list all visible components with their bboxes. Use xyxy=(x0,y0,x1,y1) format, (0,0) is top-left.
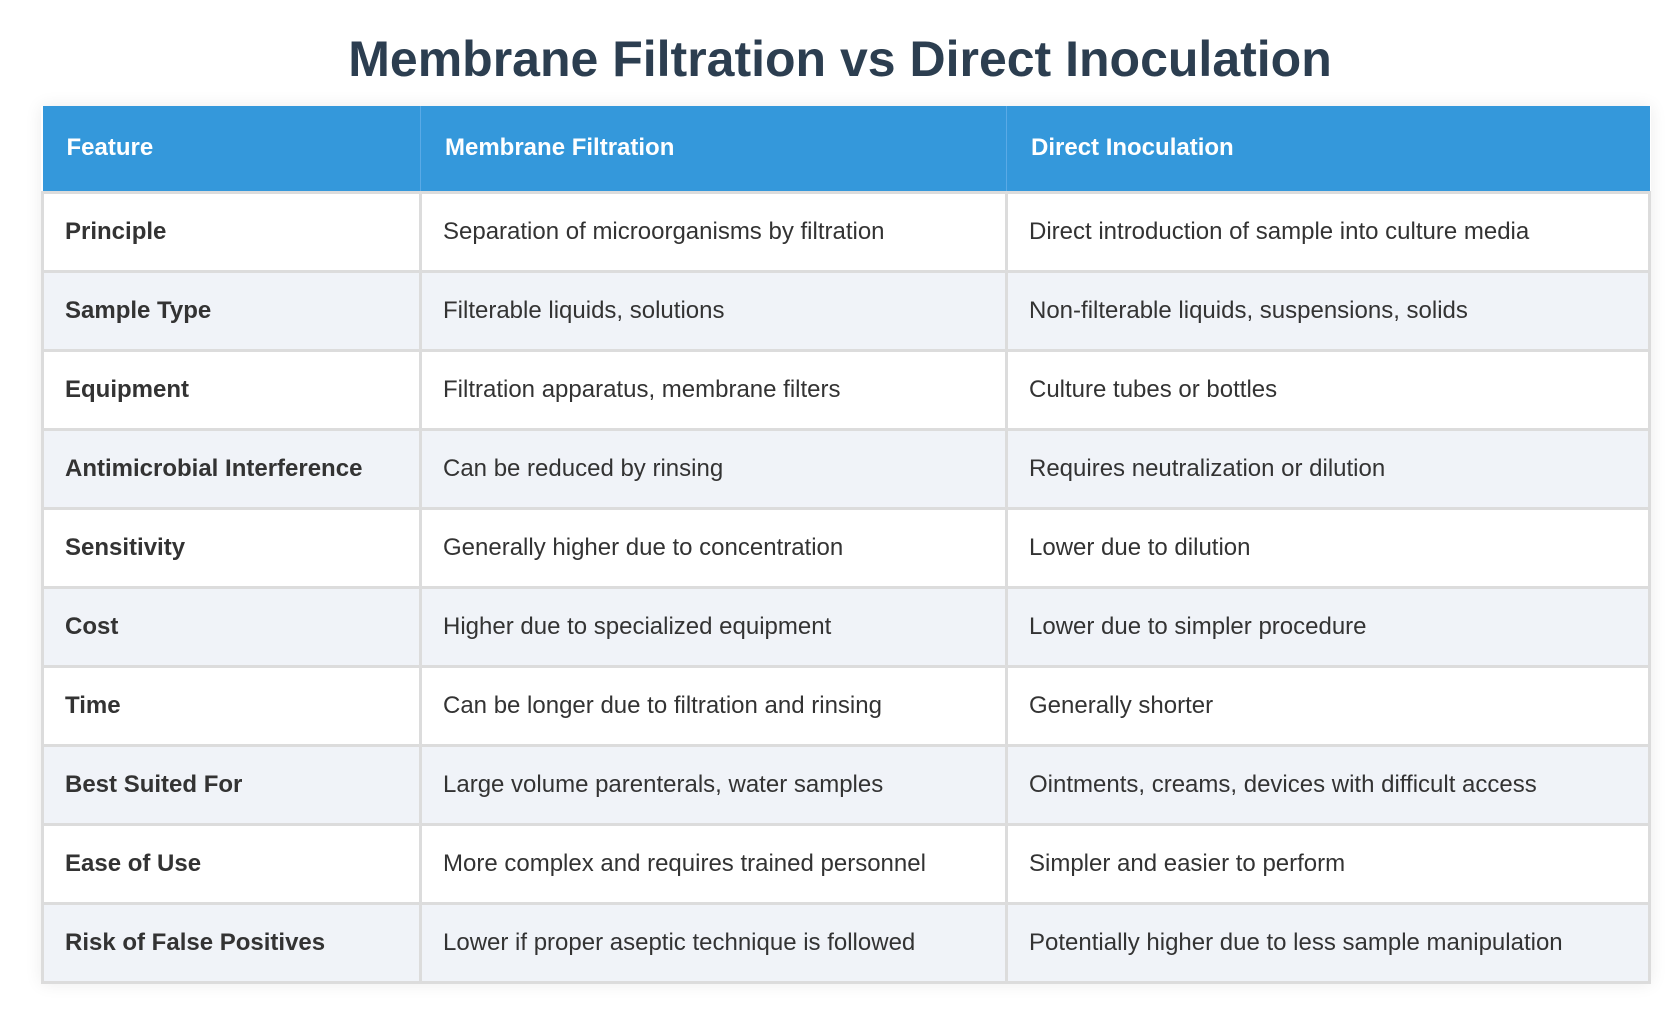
feature-cell: Principle xyxy=(43,192,421,271)
direct-inoculation-cell: Simpler and easier to perform xyxy=(1007,824,1650,903)
direct-inoculation-cell: Direct introduction of sample into culture media xyxy=(1007,192,1650,271)
feature-cell: Risk of False Positives xyxy=(43,903,421,982)
direct-inoculation-cell: Lower due to simpler procedure xyxy=(1007,587,1650,666)
table-body xyxy=(43,192,1650,982)
feature-cell: Ease of Use xyxy=(43,824,421,903)
table-row xyxy=(43,350,1650,429)
feature-cell: Equipment xyxy=(43,350,421,429)
direct-inoculation-cell: Requires neutralization or dilution xyxy=(1007,429,1650,508)
header-direct-inoculation: Direct Inoculation xyxy=(1007,106,1650,192)
page-title: Membrane Filtration vs Direct Inoculation xyxy=(348,31,1332,87)
direct-inoculation-cell: Potentially higher due to less sample manipulation xyxy=(1007,903,1650,982)
table-header xyxy=(43,106,1650,192)
feature-cell: Sensitivity xyxy=(43,508,421,587)
membrane-filtration-cell: Large volume parenterals, water samples xyxy=(421,745,1007,824)
table-row xyxy=(43,824,1650,903)
table-row xyxy=(43,666,1650,745)
table-row xyxy=(43,271,1650,350)
membrane-filtration-cell: Filtration apparatus, membrane filters xyxy=(421,350,1007,429)
table-row xyxy=(43,903,1650,982)
direct-inoculation-cell: Culture tubes or bottles xyxy=(1007,350,1650,429)
header-membrane-filtration: Membrane Filtration xyxy=(421,106,1007,192)
header-feature: Feature xyxy=(43,106,421,192)
table-row xyxy=(43,745,1650,824)
feature-cell: Sample Type xyxy=(43,271,421,350)
comparison-table xyxy=(41,106,1651,984)
membrane-filtration-cell: Generally higher due to concentration xyxy=(421,508,1007,587)
feature-cell: Time xyxy=(43,666,421,745)
membrane-filtration-cell: More complex and requires trained personnel xyxy=(421,824,1007,903)
table-row xyxy=(43,587,1650,666)
feature-cell: Antimicrobial Interference xyxy=(43,429,421,508)
table-row xyxy=(43,508,1650,587)
membrane-filtration-cell: Filterable liquids, solutions xyxy=(421,271,1007,350)
membrane-filtration-cell: Can be reduced by rinsing xyxy=(421,429,1007,508)
membrane-filtration-cell: Separation of microorganisms by filtration xyxy=(421,192,1007,271)
comparison-table-container xyxy=(41,106,1648,984)
membrane-filtration-cell: Lower if proper aseptic technique is followed xyxy=(421,903,1007,982)
direct-inoculation-cell: Non-filterable liquids, suspensions, solids xyxy=(1007,271,1650,350)
direct-inoculation-cell: Ointments, creams, devices with difficult access xyxy=(1007,745,1650,824)
feature-cell: Cost xyxy=(43,587,421,666)
direct-inoculation-cell: Lower due to dilution xyxy=(1007,508,1650,587)
table-row xyxy=(43,429,1650,508)
membrane-filtration-cell: Higher due to specialized equipment xyxy=(421,587,1007,666)
table-row xyxy=(43,192,1650,271)
direct-inoculation-cell: Generally shorter xyxy=(1007,666,1650,745)
header-row xyxy=(43,106,1650,192)
feature-cell: Best Suited For xyxy=(43,745,421,824)
membrane-filtration-cell: Can be longer due to filtration and rinsing xyxy=(421,666,1007,745)
